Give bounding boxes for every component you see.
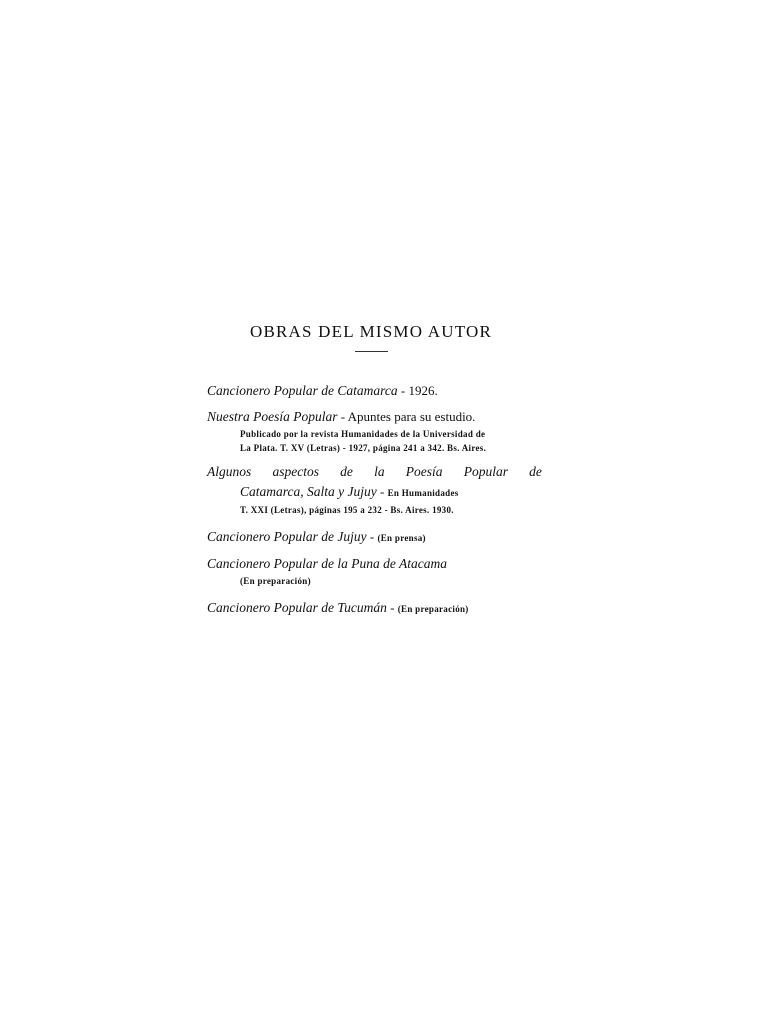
title-word: de xyxy=(529,464,542,479)
works-list xyxy=(207,381,542,619)
list-item xyxy=(207,381,542,401)
work-title: Catamarca, Salta y Jujuy xyxy=(240,484,377,499)
work-status: (En preparación) xyxy=(240,576,311,586)
publication-note: La Plata. T. XV (Letras) - 1927, página 241 a 342. Bs. Aires. xyxy=(240,443,487,453)
work-title: Nuestra Poesía Popular xyxy=(207,409,338,424)
entry-line xyxy=(207,554,542,574)
work-subtitle: Apuntes para su estudio. xyxy=(347,409,476,424)
title-word: Popular xyxy=(463,464,508,479)
title-word: Algunos xyxy=(207,464,252,479)
separator: - xyxy=(366,529,378,544)
list-item xyxy=(207,598,542,619)
separator: - xyxy=(376,484,388,499)
list-item xyxy=(207,527,542,548)
title-word: de xyxy=(340,464,353,479)
publication-source: En Humanidades xyxy=(387,488,459,498)
work-title: Cancionero Popular de Tucumán xyxy=(207,600,387,615)
list-item xyxy=(207,407,542,455)
separator: - xyxy=(397,383,409,398)
heading-rule xyxy=(355,351,388,352)
work-title: Cancionero Popular de la Puna de Atacama xyxy=(207,556,447,571)
separator: - xyxy=(386,600,398,615)
entry-line xyxy=(207,527,542,548)
entry-line xyxy=(207,407,542,427)
title-word: Poesía xyxy=(405,464,443,479)
entry-line xyxy=(207,381,542,401)
publication-note: T. XXI (Letras), páginas 195 a 232 - Bs. Aires. 1930. xyxy=(240,505,454,515)
work-year: 1926. xyxy=(408,383,438,398)
work-title: Cancionero Popular de Jujuy xyxy=(207,529,367,544)
title-word: aspectos xyxy=(272,464,319,479)
list-item xyxy=(207,462,542,517)
publication-note: Publicado por la revista Humanidades de la Universidad de xyxy=(240,429,486,439)
entry-line xyxy=(207,598,542,619)
work-title: Cancionero Popular de Catamarca xyxy=(207,383,398,398)
work-status: (En preparación) xyxy=(397,604,469,614)
entry-line xyxy=(207,482,542,503)
entry-line xyxy=(207,462,542,482)
separator: - xyxy=(337,409,348,424)
list-item xyxy=(207,554,542,588)
title-word: la xyxy=(374,464,385,479)
page-heading: OBRAS DEL MISMO AUTOR xyxy=(250,322,492,341)
work-status: (En prensa) xyxy=(377,533,426,543)
